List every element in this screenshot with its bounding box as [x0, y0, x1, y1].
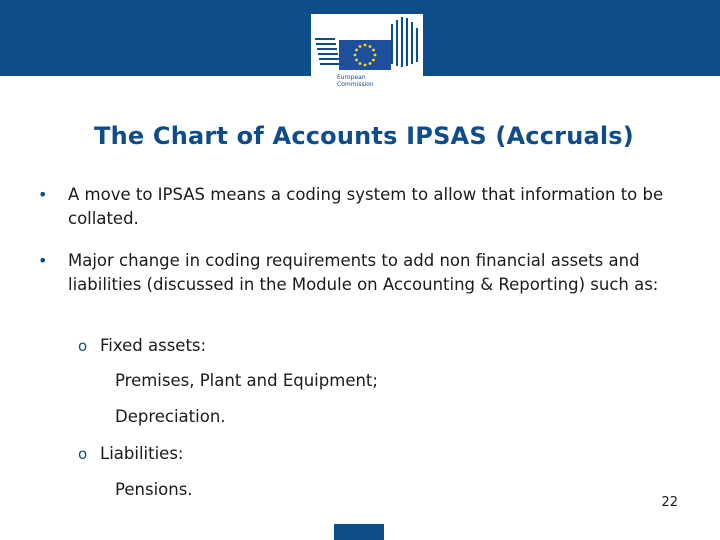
page-number: 22	[661, 495, 678, 510]
sub-bullet-item	[78, 334, 660, 358]
sub-sub-item: Premises, Plant and Equipment;	[115, 371, 378, 390]
sub-bullet-marker: o	[78, 337, 88, 355]
footer-tab	[334, 524, 384, 540]
bullet-marker: •	[38, 251, 48, 270]
european-commission-logo	[311, 14, 423, 98]
sub-bullet-marker: o	[78, 445, 88, 463]
sub-bullet-item	[78, 442, 660, 466]
bullet-marker: •	[38, 185, 48, 204]
bullet-text: Major change in coding requirements to add non financial assets and liabilities (discussed in the Module on Accounting & Reporting) such as:	[68, 251, 659, 294]
sub-bullet-text: Fixed assets:	[100, 336, 207, 355]
bullet-item	[38, 183, 688, 231]
logo-text-line2: Commission	[337, 81, 374, 88]
sub-sub-item: Depreciation.	[115, 407, 226, 426]
bullet-item	[38, 249, 688, 297]
sub-bullet-text: Liabilities:	[100, 444, 184, 463]
slide-title: The Chart of Accounts IPSAS (Accruals)	[94, 122, 634, 150]
sub-sub-item: Pensions.	[115, 480, 193, 499]
bullet-text: A move to IPSAS means a coding system to allow that information to be collated.	[68, 185, 664, 228]
logo-text-line1: European	[337, 74, 366, 81]
